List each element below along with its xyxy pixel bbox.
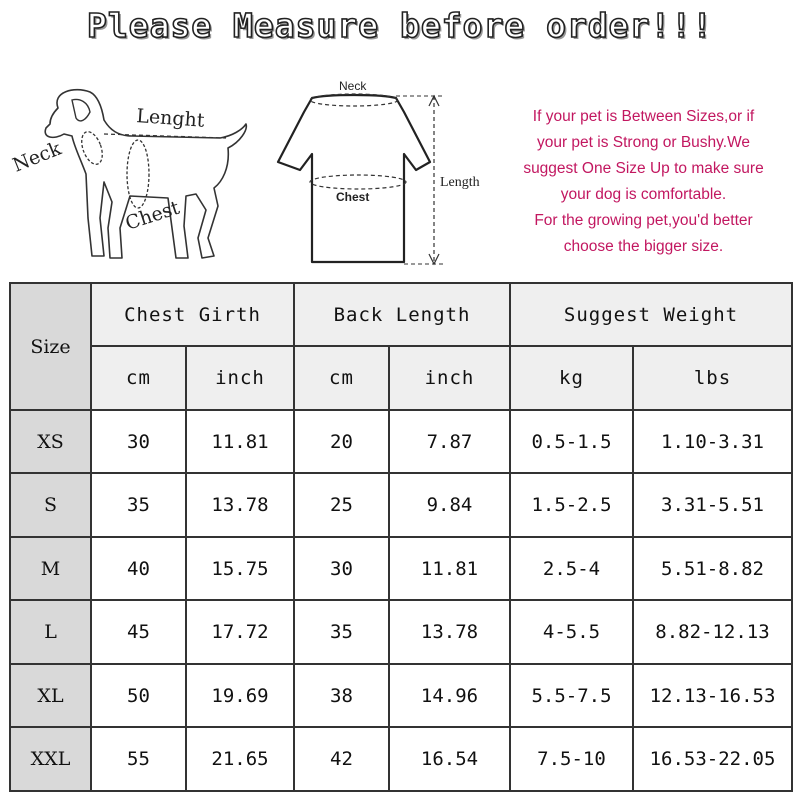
back-inch-cell: 14.96 xyxy=(389,664,510,727)
chest-cm-cell: 50 xyxy=(91,664,186,727)
shirt-length-label: Length xyxy=(440,175,480,190)
weight-lbs-cell: 5.51-8.82 xyxy=(633,537,792,600)
size-cell: L xyxy=(10,600,91,664)
back-cm-cell: 25 xyxy=(294,473,389,537)
shirt-neck-label: Neck xyxy=(339,79,367,93)
weight-lbs-cell: 12.13-16.53 xyxy=(633,664,792,727)
advice-line: your dog is comfortable. xyxy=(560,186,727,203)
chest-inch-cell: 21.65 xyxy=(186,727,294,791)
size-cell: XXL xyxy=(10,727,91,791)
unit-header: lbs xyxy=(633,346,792,410)
advice-line: If your pet is Between Sizes,or if xyxy=(532,108,755,125)
size-column-header: Size xyxy=(10,283,91,410)
shirt-outline-icon xyxy=(278,95,430,262)
size-cell: XS xyxy=(10,410,91,473)
chest-inch-cell: 11.81 xyxy=(186,410,294,473)
table-row xyxy=(10,664,792,727)
back-cm-cell: 38 xyxy=(294,664,389,727)
unit-header: inch xyxy=(389,346,510,410)
chest-cm-cell: 40 xyxy=(91,537,186,600)
dog-neck-label: Neck xyxy=(9,137,65,177)
chest-inch-cell: 17.72 xyxy=(186,600,294,664)
back-length-header: Back Length xyxy=(294,283,510,346)
back-inch-cell: 9.84 xyxy=(389,473,510,537)
back-inch-cell: 11.81 xyxy=(389,537,510,600)
back-inch-cell: 7.87 xyxy=(389,410,510,473)
chest-cm-cell: 45 xyxy=(91,600,186,664)
table-row xyxy=(10,727,792,791)
size-cell: XL xyxy=(10,664,91,727)
dog-measurement-diagram xyxy=(0,78,270,273)
unit-header: cm xyxy=(91,346,186,410)
back-inch-cell: 13.78 xyxy=(389,600,510,664)
table-row xyxy=(10,600,792,664)
chest-inch-cell: 15.75 xyxy=(186,537,294,600)
unit-header: inch xyxy=(186,346,294,410)
back-inch-cell: 16.54 xyxy=(389,727,510,791)
unit-header: kg xyxy=(510,346,633,410)
size-chart-table xyxy=(9,282,793,792)
weight-kg-cell: 4-5.5 xyxy=(510,600,633,664)
weight-lbs-cell: 3.31-5.51 xyxy=(633,473,792,537)
weight-kg-cell: 7.5-10 xyxy=(510,727,633,791)
back-cm-cell: 35 xyxy=(294,600,389,664)
chest-inch-cell: 13.78 xyxy=(186,473,294,537)
chest-cm-cell: 35 xyxy=(91,473,186,537)
table-row xyxy=(10,537,792,600)
advice-line: your pet is Strong or Bushy.We xyxy=(536,134,751,151)
shirt-measurement-diagram xyxy=(268,76,493,276)
back-cm-cell: 30 xyxy=(294,537,389,600)
advice-line: For the growing pet,you'd better xyxy=(534,212,753,229)
weight-lbs-cell: 8.82-12.13 xyxy=(633,600,792,664)
advice-line: suggest One Size Up to make sure xyxy=(523,160,764,177)
size-cell: S xyxy=(10,473,91,537)
weight-kg-cell: 1.5-2.5 xyxy=(510,473,633,537)
suggest-weight-header: Suggest Weight xyxy=(510,283,792,346)
dog-chest-label: Chest xyxy=(122,196,183,235)
chest-cm-cell: 30 xyxy=(91,410,186,473)
page-title: Please Measure before order!!! xyxy=(86,6,714,45)
dog-length-label: Lenght xyxy=(135,105,206,132)
chest-inch-cell: 19.69 xyxy=(186,664,294,727)
sizing-advice xyxy=(505,104,782,260)
chest-cm-cell: 55 xyxy=(91,727,186,791)
advice-line: choose the bigger size. xyxy=(563,238,724,255)
weight-kg-cell: 2.5-4 xyxy=(510,537,633,600)
weight-kg-cell: 0.5-1.5 xyxy=(510,410,633,473)
chest-girth-header: Chest Girth xyxy=(91,283,294,346)
weight-lbs-cell: 1.10-3.31 xyxy=(633,410,792,473)
table-row xyxy=(10,410,792,473)
back-cm-cell: 42 xyxy=(294,727,389,791)
weight-lbs-cell: 16.53-22.05 xyxy=(633,727,792,791)
weight-kg-cell: 5.5-7.5 xyxy=(510,664,633,727)
size-cell: M xyxy=(10,537,91,600)
unit-header: cm xyxy=(294,346,389,410)
table-row xyxy=(10,473,792,537)
back-cm-cell: 20 xyxy=(294,410,389,473)
shirt-chest-label: Chest xyxy=(336,190,370,204)
